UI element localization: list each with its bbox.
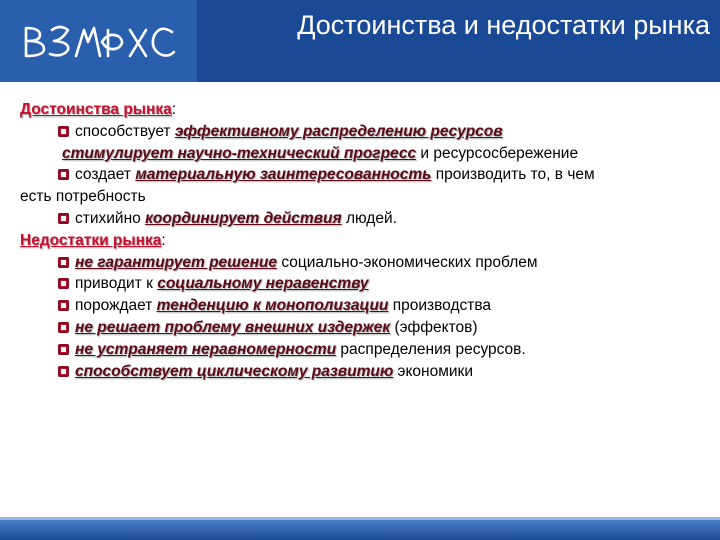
list-item — [20, 361, 710, 383]
square-bullet-icon — [58, 322, 69, 333]
header-bar — [0, 0, 720, 82]
item-text: приводит к — [75, 275, 158, 293]
slide-title: Достоинства и недостатки рынка — [297, 10, 710, 40]
list-item — [20, 295, 710, 317]
item-text: создает — [75, 166, 136, 184]
heading-colon: : — [171, 101, 177, 118]
item-emphasis: координирует действия — [145, 209, 342, 227]
square-bullet-icon — [58, 278, 69, 289]
item-emphasis: не устраняет неравномерности — [75, 340, 337, 358]
item-emphasis: эффективному распределению ресурсов — [174, 122, 503, 140]
item-text: людей. — [341, 209, 397, 227]
list-item — [20, 317, 710, 339]
item-text: стихийно — [75, 209, 146, 227]
disadvantages-heading-line — [20, 230, 710, 252]
item-text: порождает — [75, 297, 157, 315]
item-text: и ресурсосбережение — [416, 144, 579, 162]
item-emphasis: не гарантирует решение — [75, 253, 278, 271]
list-item — [20, 121, 710, 143]
footer-bar — [0, 520, 720, 540]
list-item — [20, 273, 710, 295]
square-bullet-icon — [58, 366, 69, 377]
slide-body — [20, 99, 710, 382]
item-emphasis: стимулирует научно-технический прогресс — [62, 144, 417, 162]
disadvantages-heading: Недостатки рынка — [20, 231, 162, 249]
vzfei-logo — [22, 18, 178, 64]
list-item-continuation — [20, 143, 710, 165]
square-bullet-icon — [58, 257, 69, 268]
item-text: производства — [388, 297, 492, 315]
item-emphasis: не решает проблему внешних издержек — [75, 318, 391, 336]
square-bullet-icon — [58, 300, 69, 311]
item-text: экономики — [393, 362, 473, 380]
list-item — [20, 339, 710, 361]
item-text: социально-экономических проблем — [277, 253, 538, 271]
list-item — [20, 208, 710, 230]
list-item-continuation — [20, 186, 710, 208]
square-bullet-icon — [58, 344, 69, 355]
item-text: распределения ресурсов. — [336, 340, 526, 358]
item-text: способствует — [75, 122, 175, 140]
advantages-heading-line — [20, 99, 710, 121]
square-bullet-icon — [58, 126, 69, 137]
heading-colon: : — [161, 231, 166, 249]
logo-panel — [0, 0, 197, 82]
square-bullet-icon — [58, 169, 69, 180]
item-text: есть потребность — [20, 188, 146, 206]
item-emphasis: социальному неравенству — [157, 275, 369, 293]
item-emphasis: материальную заинтересованность — [135, 166, 432, 184]
item-emphasis: способствует циклическому развитию — [75, 362, 394, 380]
list-item — [20, 164, 710, 186]
title-panel — [197, 0, 720, 82]
item-text: (эффектов) — [390, 318, 478, 336]
item-emphasis: тенденцию к монополизации — [156, 297, 389, 315]
list-item — [20, 252, 710, 274]
square-bullet-icon — [58, 213, 69, 224]
item-text: производить то, в чем — [431, 166, 595, 184]
advantages-heading: Достоинства рынка — [20, 101, 172, 118]
